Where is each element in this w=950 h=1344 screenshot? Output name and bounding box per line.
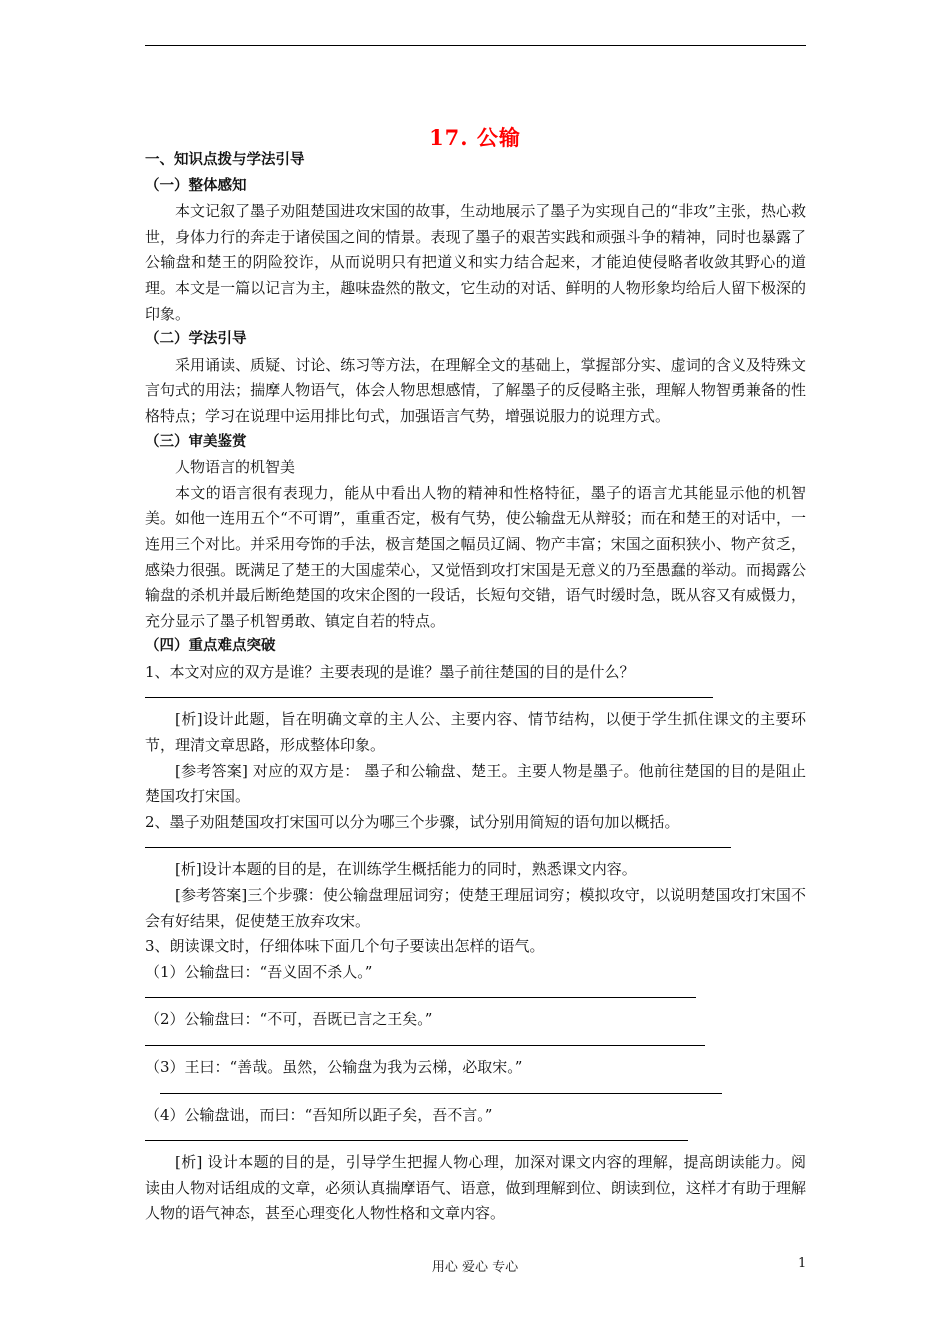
paragraph-subtitle: 人物语言的机智美 — [175, 458, 296, 477]
page-title: 17. 公输 — [429, 125, 521, 150]
question-3-item: （3）王曰：“善哉。虽然，公输盘为我为云梯，必取宋。” — [145, 1058, 523, 1076]
question-3-item: （4）公输盘诎，而曰：“吾知所以距子矣，吾不言。” — [145, 1105, 493, 1124]
question-2: 2、墨子劝阻楚国攻打宋国可以分为哪三个步骤，试分别用简短的语句加以概括。 — [145, 812, 680, 831]
paragraph: 采用诵读、质疑、讨论、练习等方法，在理解全文的基础上，掌握部分实、虚词的含义及特殊文言句式的用法；揣摩人物语气，体会人物思想感情，了解墨子的反侵略主张，理解人物智勇兼备的性格特点；学习在说理中运用排比句式，加强语言气势，增强说服力的说理方式。 — [145, 355, 806, 425]
question-1: 1、本文对应的双方是谁？主要表现的是谁？墨子前往楚国的目的是什么？ — [145, 662, 635, 681]
subsection-heading: （二）学法引导 — [145, 331, 247, 348]
paragraph: 本文的语言很有表现力，能从中看出人物的精神和性格特征，墨子的语言尤其能显示他的机智美。如他一连用五个“不可谓”，重重否定，极有气势，使公输盘无从辩驳；而在和楚王的对话中，一连用三个对比。并采用夸饰的手法，极言楚国之幅员辽阔、物产丰富；宋国之面积狭小、物产贫乏，感染力很强。既满足了楚王的大国虚荣心，又觉悟到攻打宋国是无意义的乃至愚蠢的举动。而揭露公输盘的杀机并最后断绝楚国的攻宋企图的一段话，长短句交错，语气时缓时急，既从容又有威慑力，充分显示了墨子机智勇敢、镇定自若的特点。 — [145, 483, 806, 630]
answer-line[interactable] — [145, 985, 806, 1007]
analysis-3: [析] 设计本题的目的是，引导学生把握人物心理，加深对课文内容的理解，提高朗读能力。阅读由人物对话组成的文章，必须认真揣摩语气、语意，做到理解到位、朗读到位，这样才有助于理解人物的语气神态，甚至心理变化人物性格和文章内容。 — [145, 1153, 806, 1223]
answer-line[interactable] — [145, 1128, 806, 1150]
paragraph: 本文记叙了墨子劝阻楚国进攻宋国的故事，生动地展示了墨子为实现自己的“非攻”主张，热心救世，身体力行的奔走于诸侯国之间的情景。表现了墨子的艰苦实践和顽强斗争的精神，同时也暴露了公输盘和楚王的阴险狡诈，从而说明只有把道义和实力结合起来，才能迫使侵略者收敛其野心的道理。本文是一篇以记言为主，趣味盎然的散文，它生动的对话、鲜明的人物形象均给后人留下极深的印象。 — [145, 202, 806, 323]
question-3: 3、朗读课文时，仔细体味下面几个句子要读出怎样的语气。 — [145, 937, 545, 956]
question-3-item: （2）公输盘曰：“不可，吾既已言之王矣。” — [145, 1010, 433, 1029]
page-footer: 用心 爱心 专心 — [431, 1260, 519, 1275]
subsection-heading: （一）整体感知 — [145, 177, 247, 194]
analysis-2: [析]设计本题的目的是，在训练学生概括能力的同时，熟悉课文内容。 — [175, 860, 637, 879]
header-rule — [145, 45, 806, 46]
page-number: 1 — [798, 1256, 807, 1271]
subsection-heading: （三）审美鉴赏 — [145, 433, 247, 450]
subsection-heading: （四）重点难点突破 — [145, 638, 276, 655]
answer-line[interactable] — [145, 1081, 806, 1103]
document-body — [145, 148, 806, 1227]
section-heading: 一、知识点拨与学法引导 — [145, 152, 305, 168]
answer-1: [参考答案] 对应的双方是： 墨子和公输盘、楚王。主要人物是墨子。他前往楚国的目的是阻止楚国攻打宋国。 — [145, 761, 806, 806]
question-3-item: （1）公输盘曰：“吾义固不杀人。” — [145, 962, 373, 981]
answer-line[interactable] — [145, 1033, 806, 1055]
analysis-1: [析]设计此题，旨在明确文章的主人公、主要内容、情节结构，以便于学生抓住课文的主要环节，理清文章思路，形成整体印象。 — [145, 710, 806, 755]
answer-line[interactable] — [145, 685, 806, 707]
answer-2: [参考答案]三个步骤：使公输盘理屈词穷；使楚王理屈词穷；模拟攻守，以说明楚国攻打宋国不会有好结果，促使楚王放弃攻宋。 — [145, 886, 806, 930]
answer-line[interactable] — [145, 835, 806, 857]
